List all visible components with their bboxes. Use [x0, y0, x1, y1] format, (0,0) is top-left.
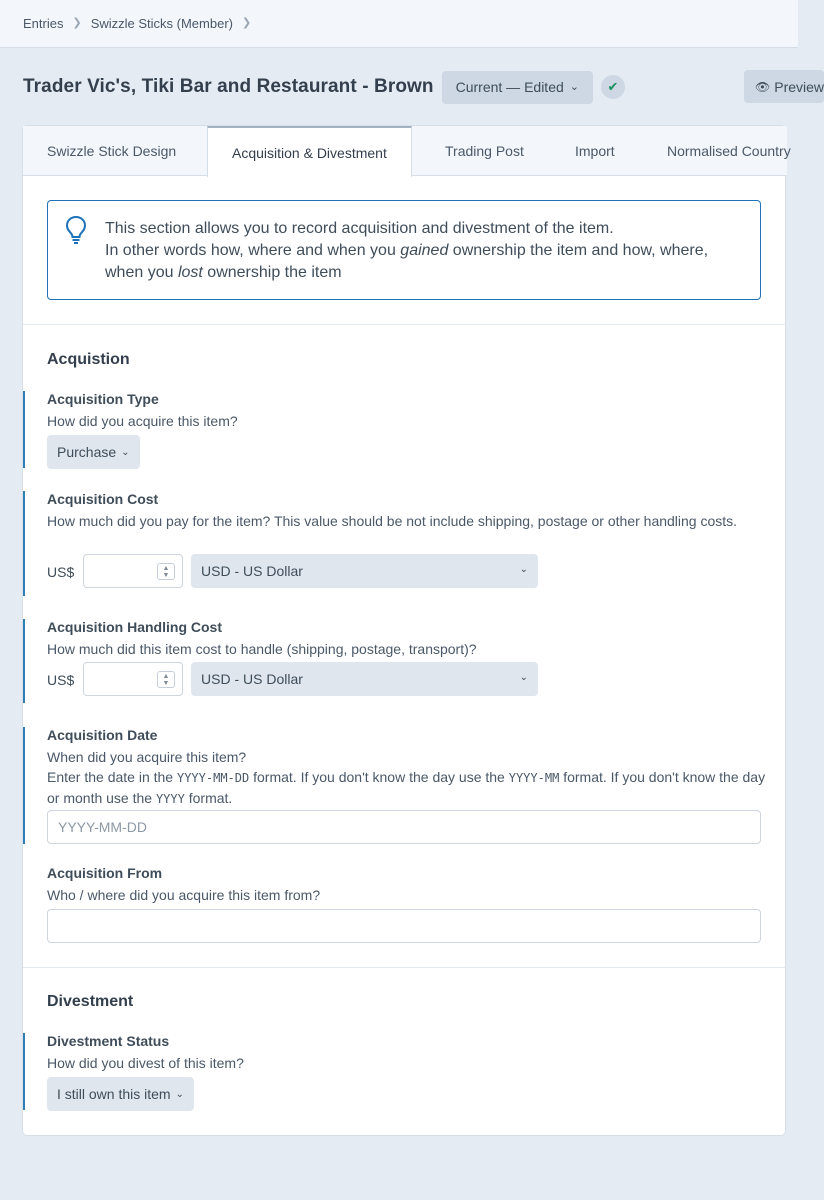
divestment-section-title: Divestment: [47, 993, 134, 1010]
check-icon: ✔: [601, 75, 625, 99]
field-accent-bar: [23, 391, 25, 468]
info-notice: [47, 200, 761, 300]
divestment-status-value: I still own this item: [57, 1086, 171, 1102]
acquisition-cost-input[interactable]: [83, 554, 183, 588]
notice-line-1: This section allows you to record acquisition and divestment of the item.: [105, 220, 614, 237]
acquisition-handling-currency-select[interactable]: [191, 662, 538, 696]
acquisition-handling-currency-value: USD - US Dollar: [201, 671, 303, 687]
spinner-icon[interactable]: ▲ ▼: [157, 563, 175, 580]
status-dropdown-button[interactable]: [442, 71, 593, 104]
acquisition-date-field: [23, 727, 787, 844]
spinner-icon[interactable]: ▲ ▼: [157, 671, 175, 688]
page-title: Trader Vic's, Tiki Bar and Restaurant - Brown: [23, 76, 434, 97]
acquisition-type-value: Purchase: [57, 444, 117, 460]
tab-import[interactable]: Import: [575, 143, 615, 159]
chevron-down-icon: ⌄: [121, 446, 130, 458]
acquisition-handling-cost-desc: How much did this item cost to handle (shipping, postage, transport)?: [47, 641, 477, 657]
currency-symbol: US$: [47, 564, 75, 580]
preview-button[interactable]: [744, 70, 824, 103]
acquisition-cost-currency-value: USD - US Dollar: [201, 563, 303, 579]
divestment-status-field: [23, 1033, 787, 1110]
acquisition-date-desc: When did you acquire this item? Enter the date in the YYYY-MM-DD format. If you don't know the day use the YYYY-MM format. If you don't know the day or month use the YYYY format.: [47, 749, 766, 806]
acquisition-cost-desc: How much did you pay for the item? This value should be not include shipping, postage or other handling costs.: [47, 513, 738, 529]
acquisition-type-label: Acquisition Type: [47, 391, 159, 407]
chevron-down-icon: ⌄: [175, 1088, 184, 1100]
field-accent-bar: [23, 619, 25, 703]
acquisition-from-desc: Who / where did you acquire this item from?: [47, 887, 321, 903]
acquisition-date-input[interactable]: [47, 810, 761, 844]
breadcrumb: [0, 0, 798, 48]
acquisition-from-input[interactable]: [47, 909, 761, 943]
acquisition-handling-cost-input[interactable]: [83, 662, 183, 696]
acquisition-handling-cost-label: Acquisition Handling Cost: [47, 619, 222, 635]
acquisition-handling-cost-field: [23, 619, 787, 703]
notice-line-2: In other words how, where and when you gained ownership the item and how, where,: [105, 242, 709, 259]
currency-symbol: US$: [47, 672, 75, 688]
acquisition-from-field: [23, 865, 787, 945]
acquisition-section-title: Acquistion: [47, 351, 130, 368]
divestment-status-desc: How did you divest of this item?: [47, 1055, 244, 1071]
entry-form-card: [22, 125, 791, 1136]
chevron-down-icon: ⌄: [519, 672, 528, 683]
acquisition-type-field: [23, 391, 787, 468]
divider: [23, 324, 787, 325]
acquisition-cost-field: [23, 491, 787, 596]
notice-line-3: when you lost ownership the item: [105, 264, 342, 281]
field-accent-bar: [23, 491, 25, 596]
status-label: Current — Edited: [455, 79, 564, 95]
chevron-right-icon: ❯: [241, 17, 252, 29]
acquisition-from-label: Acquisition From: [47, 865, 163, 881]
tab-acquisition-divestment[interactable]: Acquisition & Divestment: [207, 126, 412, 177]
acquisition-type-select[interactable]: [47, 435, 140, 469]
divestment-status-select[interactable]: [47, 1077, 194, 1111]
tab-swizzle-stick-design[interactable]: Swizzle Stick Design: [47, 143, 177, 159]
divestment-status-label: Divestment Status: [47, 1033, 170, 1049]
lightbulb-icon: [65, 215, 87, 252]
acquisition-cost-label: Acquisition Cost: [47, 491, 159, 507]
preview-label: Preview: [774, 78, 824, 95]
field-accent-bar: [23, 727, 25, 844]
tab-normalised-country[interactable]: Normalised Country: [667, 143, 791, 159]
acquisition-cost-currency-select[interactable]: [191, 554, 538, 588]
eye-icon: 👁: [755, 79, 771, 94]
title-row: [23, 70, 798, 104]
tab-trading-post[interactable]: Trading Post: [445, 143, 524, 159]
acquisition-type-desc: How did you acquire this item?: [47, 413, 238, 429]
chevron-down-icon: ⌄: [569, 80, 579, 93]
chevron-down-icon: ⌄: [519, 564, 528, 575]
divider: [23, 967, 787, 968]
chevron-right-icon: ❯: [72, 17, 82, 29]
breadcrumb-entries[interactable]: Entries: [23, 16, 64, 31]
breadcrumb-swizzle-sticks[interactable]: Swizzle Sticks (Member): [90, 16, 233, 31]
field-accent-bar: [23, 1033, 25, 1110]
tab-bar: [23, 126, 791, 176]
acquisition-date-label: Acquisition Date: [47, 727, 158, 743]
